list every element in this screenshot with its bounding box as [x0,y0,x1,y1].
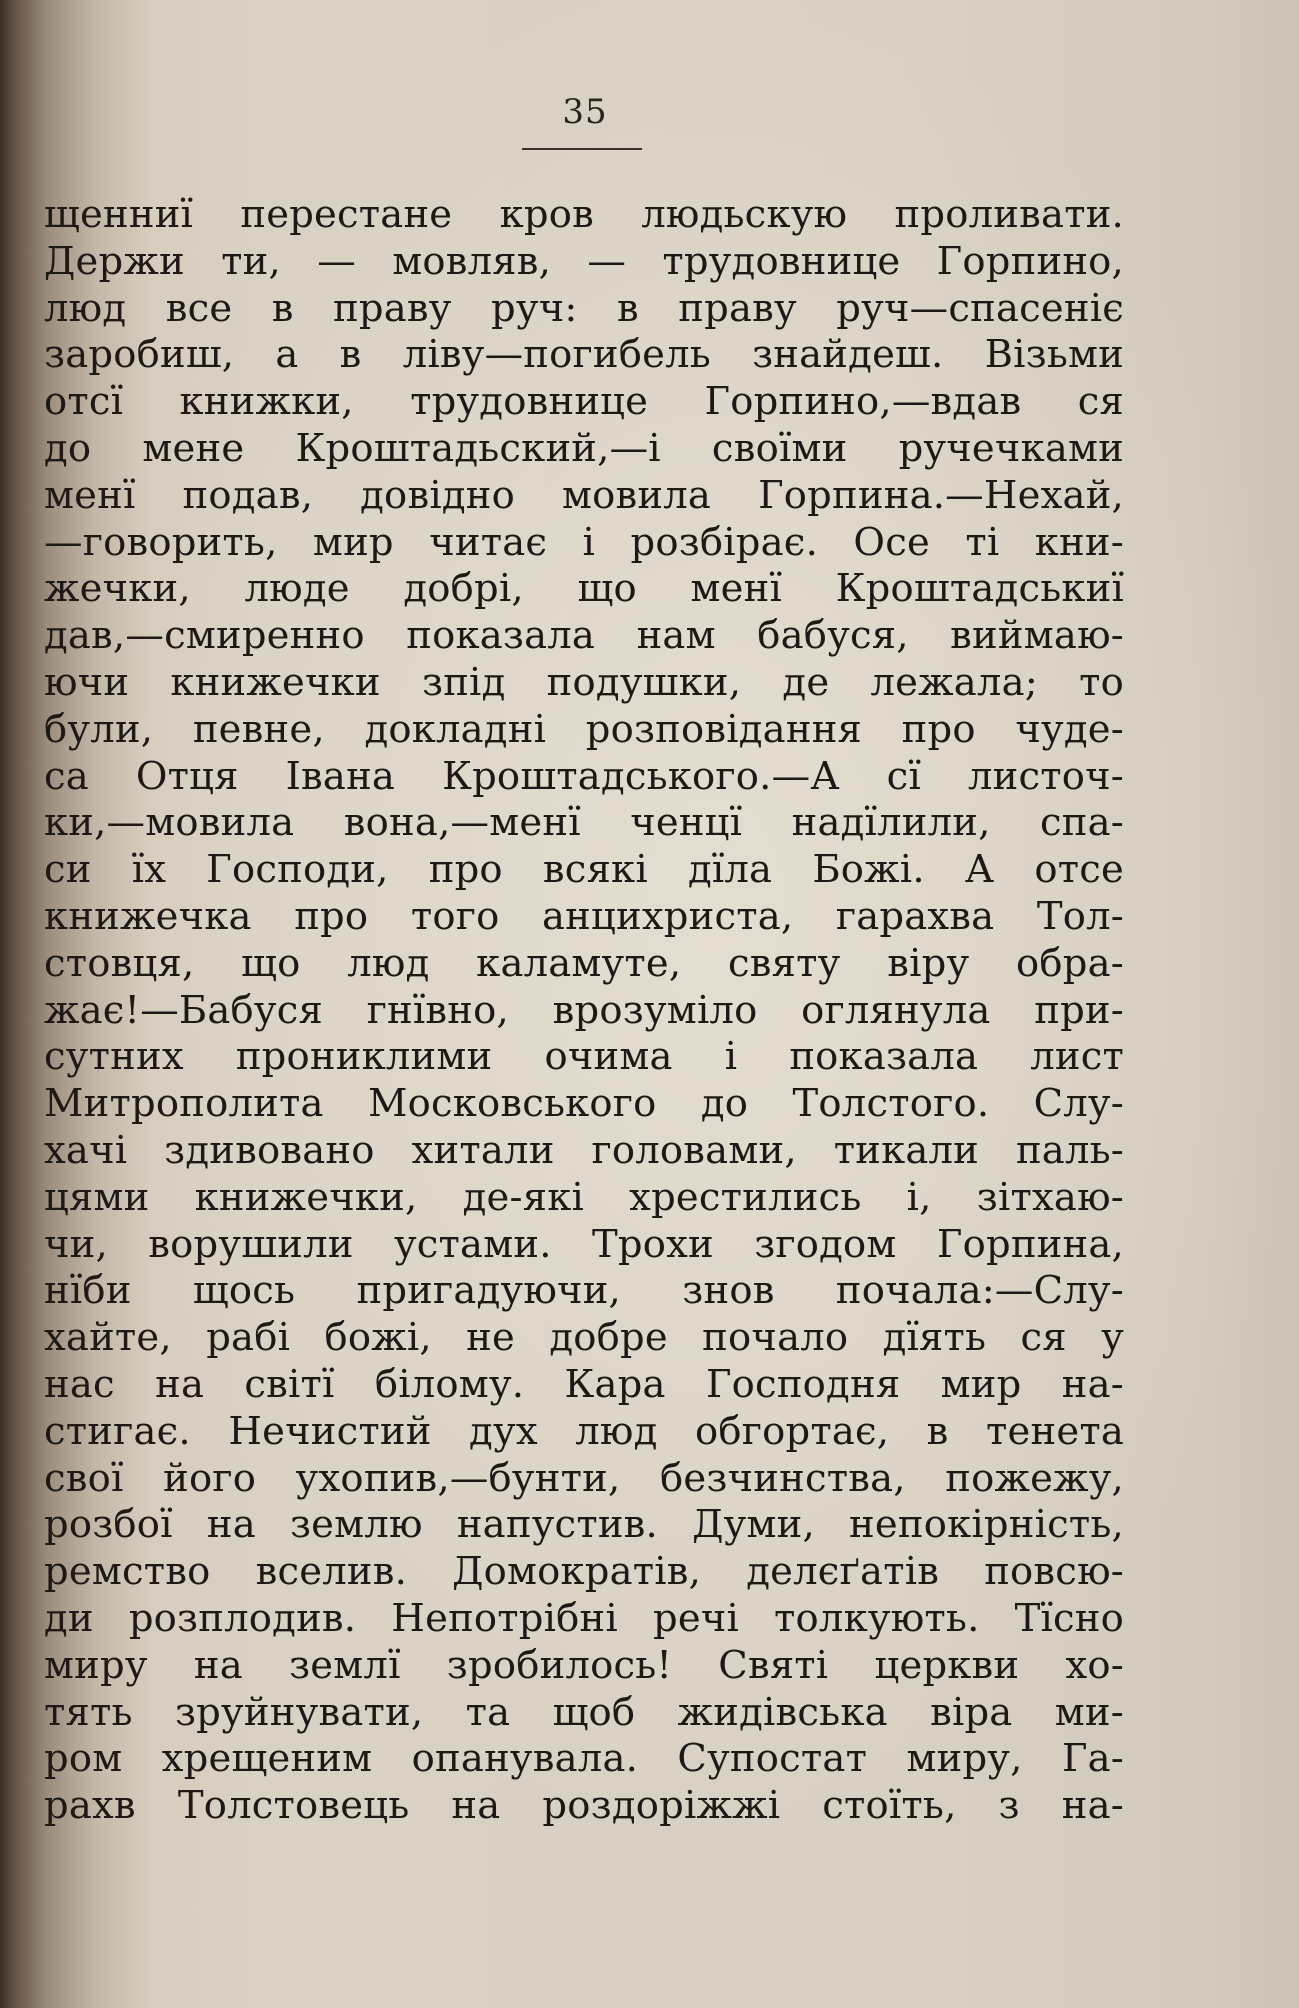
text-line: Митрополита Московського до Толстого. Слу- [44,1081,1124,1127]
text-line: Держи ти, — мовляв, — трудовнице Горпино, [44,238,1124,284]
text-line: дав,—смиренно показала нам бабуся, виймаю- [44,613,1124,659]
page-number-rule [522,148,642,150]
text-line: до мене Кроштадьский,—і своїми ручечками [44,425,1124,471]
text-line: хачі здивовано хитали головами, тикали паль- [44,1127,1124,1173]
text-line: ремство вселив. Домократів, делєґатів повсю- [44,1549,1124,1595]
text-line: си їх Господи, про всякі дїла Божі. А отсе [44,847,1124,893]
text-line: чи, ворушили устами. Трохи згодом Горпина, [44,1221,1124,1267]
text-line: нас на світї білому. Кара Господня мир на- [44,1361,1124,1407]
text-line: нїби щось пригадуючи, знов почала:—Слу- [44,1268,1124,1314]
text-line: менї подав, довідно мовила Горпина.—Нехай, [44,472,1124,518]
text-line: ром хрещеним опанувала. Супостат миру, Га- [44,1736,1124,1782]
body-text [44,192,1124,1830]
text-line: розбої на землю напустив. Думи, непокірність, [44,1502,1124,1548]
text-line: ки,—мовила вона,—менї ченцї надїлили, спа- [44,800,1124,846]
text-line: тять зруйнувати, та щоб жидівська віра ми- [44,1689,1124,1735]
text-line: миру на землї зробилось! Святі церкви хо- [44,1642,1124,1688]
text-line: стовця, що люд каламуте, святу віру обра- [44,940,1124,986]
text-line: —говорить, мир читає і розбірає. Осе ті кни- [44,519,1124,565]
text-line: стигає. Нечистий дух люд обгортає, в тенета [44,1408,1124,1454]
text-line: заробиш, а в ліву—погибель знайдеш. Візьми [44,332,1124,378]
text-line: сутних прониклими очима і показала лист [44,1034,1124,1080]
text-line: щенниї перестане кров людьскую проливати. [44,192,1124,237]
text-line: цями книжечки, де-які хрестились і, зітхаю- [44,1174,1124,1220]
text-line: жає!—Бабуся гнївно, врозуміло оглянула при- [44,987,1124,1033]
text-line: хайте, рабі божі, не добре почало дїять ся у [44,1315,1124,1361]
text-line: отсї книжки, трудовнице Горпино,—вдав ся [44,379,1124,425]
text-line: книжечка про того анцихриста, гарахва Тол- [44,893,1124,939]
text-line: ючи книжечки зпід подушки, де лежала; то [44,659,1124,705]
text-line: були, певне, докладні розповідання про чуде- [44,706,1124,752]
text-line: люд все в праву руч: в праву руч—спасеніє [44,285,1124,331]
text-line: жечки, люде добрі, що менї Кроштадськиї [44,566,1124,612]
text-line: свої його ухопив,—бунти, безчинства, пожежу, [44,1455,1124,1501]
page-number: 35 [562,92,608,132]
text-line: рахв Толстовець на роздоріжжі стоїть, з на- [44,1783,1124,1829]
text-line: са Отця Івана Кроштадського.—А сї листоч- [44,753,1124,799]
text-line: ди розплодив. Непотрібні речі толкують. Тїсно [44,1595,1124,1641]
